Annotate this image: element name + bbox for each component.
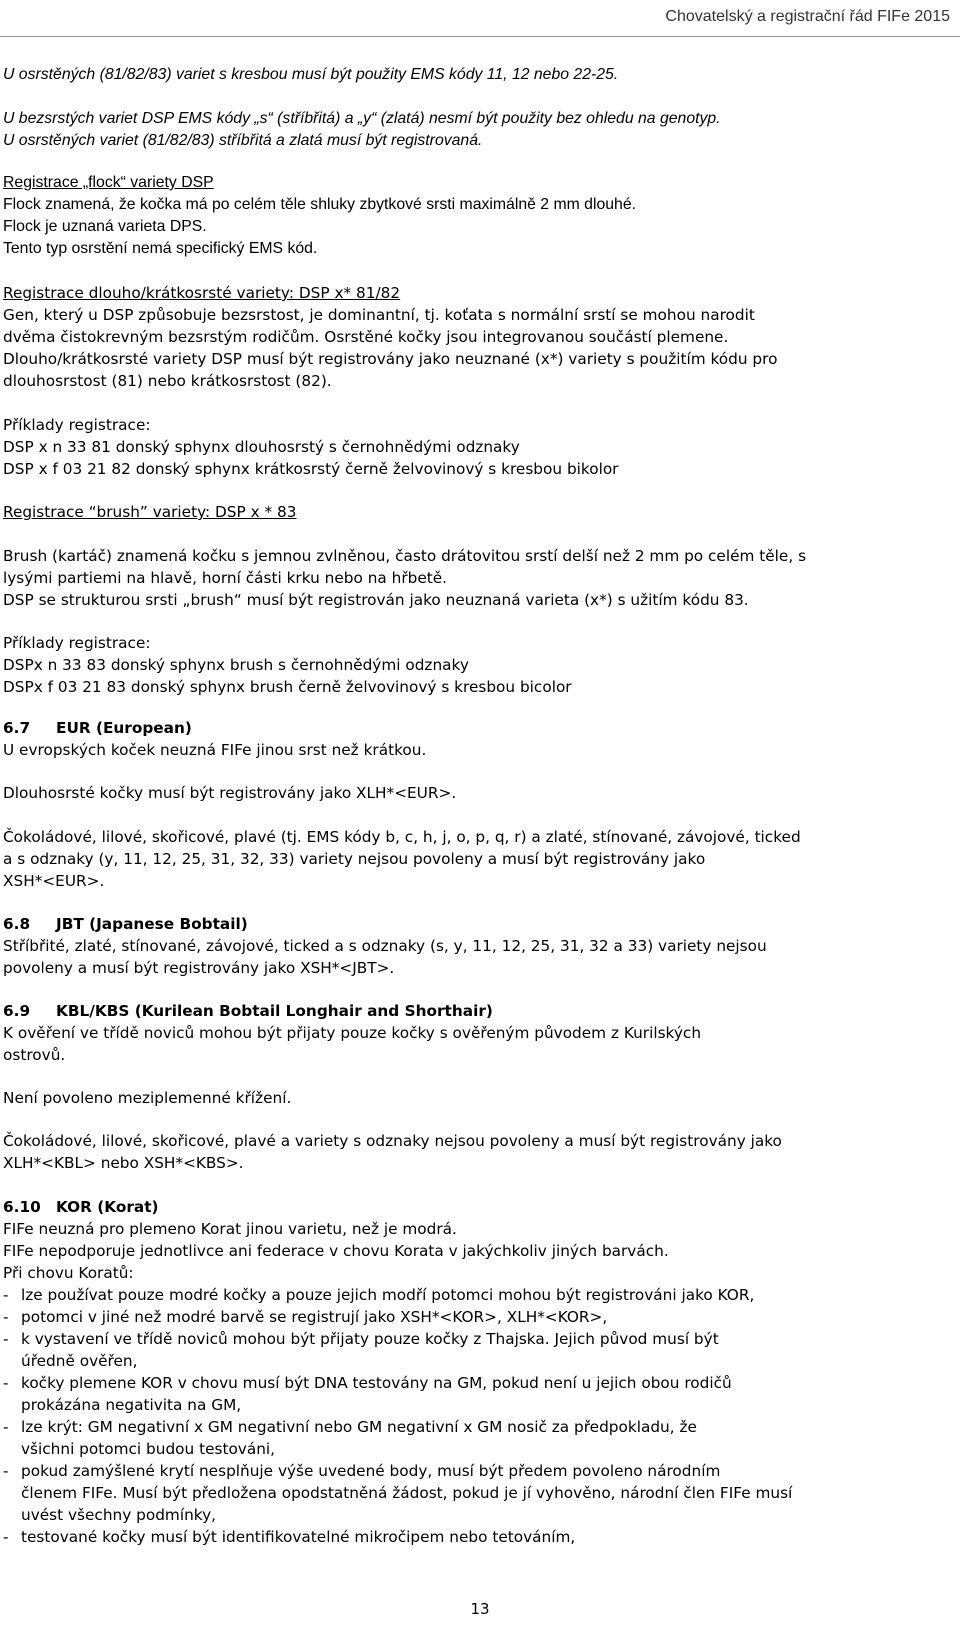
brush-heading: Registrace “brush” variety: DSP x * 83 (3, 503, 297, 521)
longshort-heading: Registrace dlouho/krátkosrsté variety: DSP x* 81/82 (3, 284, 401, 302)
intro-block (3, 64, 957, 86)
paragraph-line: DSP se strukturou srsti „brush“ musí být registrován jako neuznaná varieta (x*) s užitím kódu 83. (3, 591, 749, 609)
paragraph-line: FIFe nepodporuje jednotlivce ani federace v chovu Korata v jakýchkoliv jiných barvách. (3, 1242, 669, 1260)
brush-section (3, 545, 957, 611)
paragraph-line: FIFe neuzná pro plemeno Korat jinou varietu, než je modrá. (3, 1220, 457, 1238)
bullet-text: testované kočky musí být identifikovatelné mikročipem nebo tetováním, (21, 1528, 576, 1546)
s69-p2 (3, 1087, 957, 1109)
examples-label: Příklady registrace: (3, 416, 151, 434)
paragraph-line: Čokoládové, lilové, skořicové, plavé a variety s odznaky nejsou povoleny a musí být registrovány jako (3, 1132, 782, 1150)
paragraph-line: Gen, který u DSP způsobuje bezsrstost, je dominantní, tj. koťata s normální srstí se mohou narodit (3, 306, 755, 324)
bullet-item (3, 1372, 957, 1394)
paragraph-line: XLH*<KBL> nebo XSH*<KBS>. (3, 1154, 244, 1172)
bullet-text: lze krýt: GM negativní x GM negativní nebo GM negativní x GM nosič za předpokladu, že (21, 1418, 697, 1436)
paragraph-line: Dlouho/krátkosrsté variety DSP musí být registrovány jako neuznané (x*) variety s použitím kódu pro (3, 350, 778, 368)
paragraph-line: dvěma čistokrevným bezsrstým rodičům. Osrstěné kočky jsou integrovanou součástí plemene. (3, 328, 729, 346)
paragraph-line: Při chovu Koratů: (3, 1264, 134, 1282)
flock-section (3, 172, 957, 260)
bullet-item (3, 1328, 957, 1350)
example-line: DSP x n 33 81 donský sphynx dlouhosrstý s černohnědými odznaky (3, 438, 520, 456)
paragraph-line: Dlouhosrsté kočky musí být registrovány jako XLH*<EUR>. (3, 784, 457, 802)
running-header: Chovatelský a registrační řád FIFe 2015 (665, 8, 950, 25)
longshort-section (3, 282, 957, 392)
bullet-continuation: členem FIFe. Musí být předložena opodstatněná žádost, pokud je jí vyhověno, národní člen FIFe musí (21, 1484, 793, 1502)
bullet-text: pokud zamýšlené krytí nesplňuje výše uvedené body, musí být předem povoleno národním (21, 1462, 721, 1480)
paragraph-line: Flock znamená, že kočka má po celém těle shluky zbytkové srsti maximálně 2 mm dlouhé. (3, 196, 637, 213)
flock-heading: Registrace „flock“ variety DSP (3, 174, 214, 191)
section-title: KBL/KBS (Kurilean Bobtail Longhair and Shorthair) (56, 1002, 493, 1020)
paragraph-line: Flock je uznaná varieta DPS. (3, 218, 207, 235)
bullet-text: k vystavení ve třídě noviců mohou být přijaty pouze kočky z Thajska. Jejich původ musí být (21, 1330, 719, 1348)
intro-line: U bezsrstých variet DSP EMS kódy „s“ (stříbřitá) a „y“ (zlatá) nesmí být použity bez ohledu na genotyp. (3, 110, 721, 127)
bullet-item (3, 1526, 957, 1548)
bullet-dash: - (3, 1374, 9, 1392)
header-divider (0, 36, 960, 37)
bullet-text: potomci v jiné než modré barvě se registrují jako XSH*<KOR>, XLH*<KOR>, (21, 1308, 608, 1326)
example-line: DSPx n 33 83 donský sphynx brush s černohnědými odznaky (3, 656, 469, 674)
brush-heading-block (3, 501, 957, 523)
page-number: 13 (470, 1600, 490, 1618)
paragraph-line: K ověření ve třídě noviců mohou být přijaty pouze kočky s ověřeným původem z Kurilských (3, 1024, 702, 1042)
s67-p3 (3, 826, 957, 892)
example-line: DSP x f 03 21 82 donský sphynx krátkosrstý černě želvovinový s kresbou bikolor (3, 460, 619, 478)
section-6-9 (3, 1000, 957, 1066)
bullet-text: lze používat pouze modré kočky a pouze jejich modří potomci mohou být registrováni jako KOR, (21, 1286, 755, 1304)
section-heading (3, 913, 957, 935)
bullet-text: kočky plemene KOR v chovu musí být DNA testovány na GM, pokud není u jejich obou rodičů (21, 1374, 732, 1392)
examples-label: Příklady registrace: (3, 634, 151, 652)
bullet-item (3, 1284, 957, 1306)
paragraph-line: a s odznaky (y, 11, 12, 25, 31, 32, 33) variety nejsou povoleny a musí být registrovány jako (3, 850, 706, 868)
bullet-item (3, 1306, 957, 1328)
paragraph-line: Brush (kartáč) znamená kočku s jemnou zvlněnou, často drátovitou srstí delší než 2 mm po celém těle, s (3, 547, 807, 565)
section-title: KOR (Korat) (56, 1198, 159, 1216)
bullet-dash: - (3, 1286, 9, 1304)
section-title: JBT (Japanese Bobtail) (56, 915, 248, 933)
intro-line: U osrstěných variet (81/82/83) stříbřitá a zlatá musí být registrovaná. (3, 132, 483, 149)
paragraph-line: lysými partiemi na hlavě, horní části krku nebo na hřbetě. (3, 569, 448, 587)
bullet-dash: - (3, 1330, 9, 1348)
bullet-continuation: prokázána negativita na GM, (21, 1396, 242, 1414)
paragraph-line: U evropských koček neuzná FIFe jinou srst než krátkou. (3, 741, 427, 759)
s69-p3 (3, 1130, 957, 1174)
section-heading (3, 1196, 957, 1218)
bullet-continuation: úředně ověřen, (21, 1352, 138, 1370)
bullet-dash: - (3, 1308, 9, 1326)
bullet-item (3, 1460, 957, 1482)
section-number: 6.7 (3, 719, 31, 737)
section-number: 6.8 (3, 915, 31, 933)
paragraph-line: ostrovů. (3, 1046, 66, 1064)
longshort-examples (3, 414, 957, 480)
bullet-dash: - (3, 1462, 9, 1480)
paragraph-line: XSH*<EUR>. (3, 872, 105, 890)
paragraph-line: Není povoleno meziplemenné křížení. (3, 1089, 292, 1107)
section-6-10 (3, 1196, 957, 1548)
section-number: 6.9 (3, 1002, 31, 1020)
s67-p2 (3, 782, 957, 804)
bullet-continuation: uvést všechny podmínky, (21, 1506, 216, 1524)
paragraph-line: Tento typ osrstění nemá specifický EMS kód. (3, 240, 318, 257)
bullet-dash: - (3, 1418, 9, 1436)
section-heading (3, 1000, 957, 1022)
intro-block-2 (3, 108, 957, 152)
bullet-continuation: všichni potomci budou testováni, (21, 1440, 276, 1458)
section-6-7 (3, 717, 957, 761)
intro-line: U osrstěných (81/82/83) variet s kresbou musí být použity EMS kódy 11, 12 nebo 22-25. (3, 66, 619, 83)
paragraph-line: Stříbřité, zlaté, stínované, závojové, ticked a s odznaky (s, y, 11, 12, 25, 31, 32 a 33) variety nejsou (3, 937, 767, 955)
paragraph-line: dlouhosrstost (81) nebo krátkosrstost (82). (3, 372, 332, 390)
bullet-dash: - (3, 1528, 9, 1546)
paragraph-line: Čokoládové, lilové, skořicové, plavé (tj. EMS kódy b, c, h, j, o, p, q, r) a zlaté, stínované, závojové, ticked (3, 828, 801, 846)
example-line: DSPx f 03 21 83 donský sphynx brush černě želvovinový s kresbou bicolor (3, 678, 572, 696)
section-number: 6.10 (3, 1198, 41, 1216)
brush-examples (3, 632, 957, 698)
bullet-item (3, 1416, 957, 1438)
section-title: EUR (European) (56, 719, 192, 737)
section-6-8 (3, 913, 957, 979)
paragraph-line: povoleny a musí být registrovány jako XSH*<JBT>. (3, 959, 395, 977)
section-heading (3, 717, 957, 739)
